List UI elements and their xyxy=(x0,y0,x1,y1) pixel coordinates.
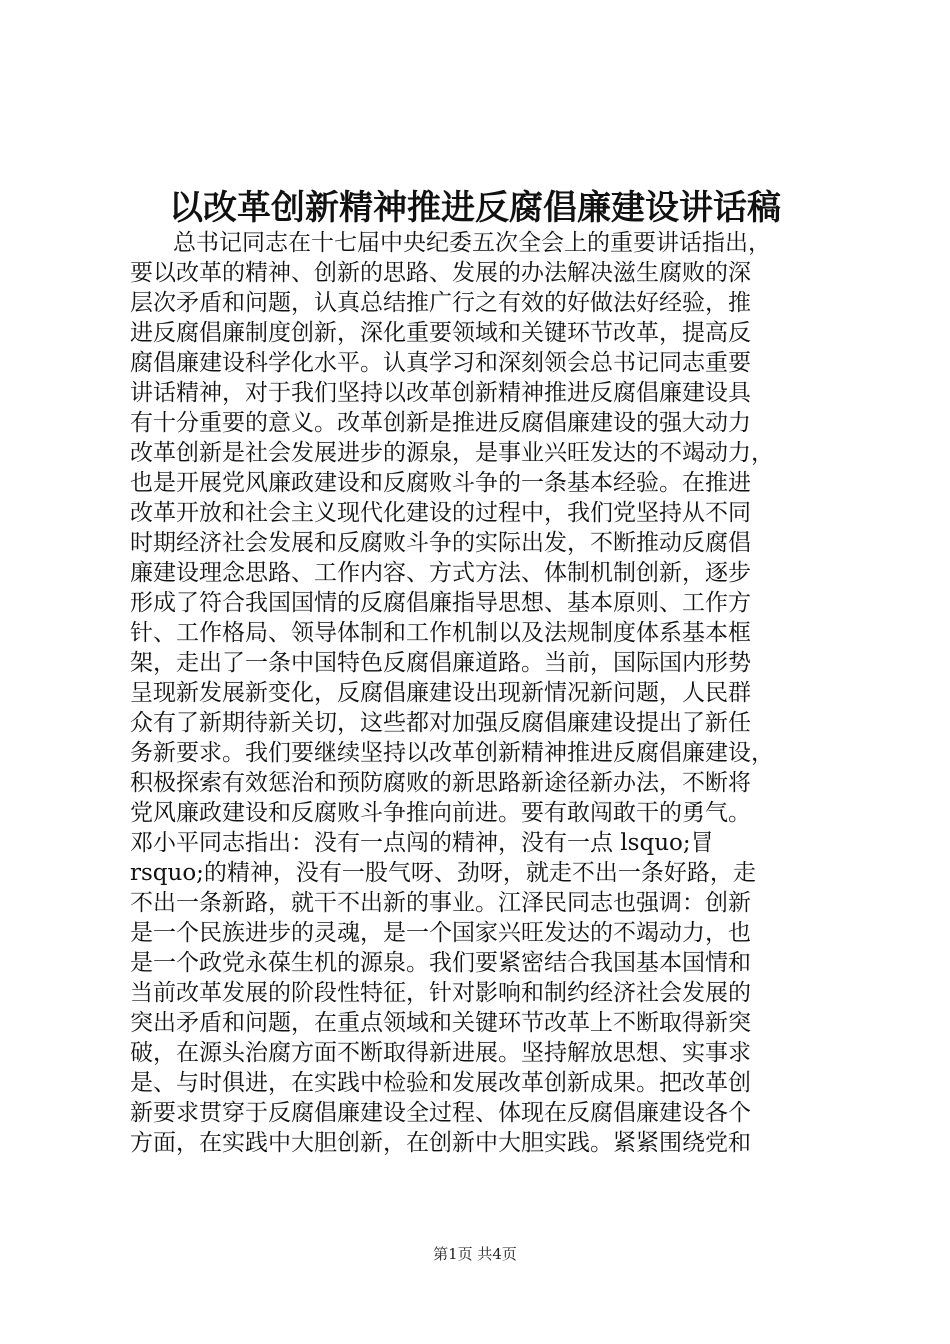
text-line: 要以改革的精神、创新的思路、发展的办法解决滋生腐败的深 xyxy=(130,260,751,286)
text-line: 层次矛盾和问题，认真总结推广行之有效的好做法好经验，推 xyxy=(130,290,751,316)
page-footer: 第1页 共4页 xyxy=(433,1245,517,1263)
text-line: 总书记同志在十七届中央纪委五次全会上的重要讲话指出， xyxy=(173,230,771,256)
text-line: 讲话精神，对于我们坚持以改革创新精神推进反腐倡廉建设具 xyxy=(130,380,751,406)
text-line: 腐倡廉建设科学化水平。认真学习和深刻领会总书记同志重要 xyxy=(130,350,751,376)
text-line: 也是开展党风廉政建设和反腐败斗争的一条基本经验。在推进 xyxy=(130,470,751,496)
text-line: 务新要求。我们要继续坚持以改革创新精神推进反腐倡廉建设， xyxy=(130,740,774,766)
text-line: 是、与时俱进，在实践中检验和发展改革创新成果。把改革创 xyxy=(130,1070,751,1096)
text-line: 形成了符合我国国情的反腐倡廉指导思想、基本原则、工作方 xyxy=(130,590,751,616)
text-line: 突出矛盾和问题，在重点领域和关键环节改革上不断取得新突 xyxy=(130,1010,751,1036)
text-line: 廉建设理念思路、工作内容、方式方法、体制机制创新，逐步 xyxy=(130,560,751,586)
text-line: 破，在源头治腐方面不断取得新进展。坚持解放思想、实事求 xyxy=(130,1040,751,1066)
text-line: 呈现新发展新变化，反腐倡廉建设出现新情况新问题，人民群 xyxy=(130,680,751,706)
text-line: 不出一条新路，就干不出新的事业。江泽民同志也强调：创新 xyxy=(130,890,751,916)
text-line: 众有了新期待新关切，这些都对加强反腐倡廉建设提出了新任 xyxy=(130,710,751,736)
text-line: 新要求贯穿于反腐倡廉建设全过程、体现在反腐倡廉建设各个 xyxy=(130,1100,751,1126)
text-line: rsquo;的精神，没有一股气呀、劲呀，就走不出一条好路，走 xyxy=(130,860,756,886)
text-line: 方面，在实践中大胆创新，在创新中大胆实践。紧紧围绕党和 xyxy=(130,1130,751,1156)
text-line: 邓小平同志指出：没有一点闯的精神，没有一点 lsquo;冒 xyxy=(130,830,714,856)
text-line: 有十分重要的意义。改革创新是推进反腐倡廉建设的强大动力 xyxy=(130,410,751,436)
text-line: 党风廉政建设和反腐败斗争推向前进。要有敢闯敢干的勇气。 xyxy=(130,800,751,826)
text-line: 进反腐倡廉制度创新，深化重要领域和关键环节改革，提高反 xyxy=(130,320,751,346)
text-line: 时期经济社会发展和反腐败斗争的实际出发，不断推动反腐倡 xyxy=(130,530,751,556)
text-line: 是一个民族进步的灵魂，是一个国家兴旺发达的不竭动力，也 xyxy=(130,920,751,946)
text-line: 架，走出了一条中国特色反腐倡廉道路。当前，国际国内形势 xyxy=(130,650,751,676)
text-line: 积极探索有效惩治和预防腐败的新思路新途径新办法，不断将 xyxy=(130,770,751,796)
text-line: 改革创新是社会发展进步的源泉，是事业兴旺发达的不竭动力， xyxy=(130,440,774,466)
text-line: 是一个政党永葆生机的源泉。我们要紧密结合我国基本国情和 xyxy=(130,950,751,976)
text-line: 当前改革发展的阶段性特征，针对影响和制约经济社会发展的 xyxy=(130,980,751,1006)
page-title: 以改革创新精神推进反腐倡廉建设讲话稿 xyxy=(169,188,781,228)
text-line: 针、工作格局、领导体制和工作机制以及法规制度体系基本框 xyxy=(130,620,751,646)
text-line: 改革开放和社会主义现代化建设的过程中，我们党坚持从不同 xyxy=(130,500,751,526)
